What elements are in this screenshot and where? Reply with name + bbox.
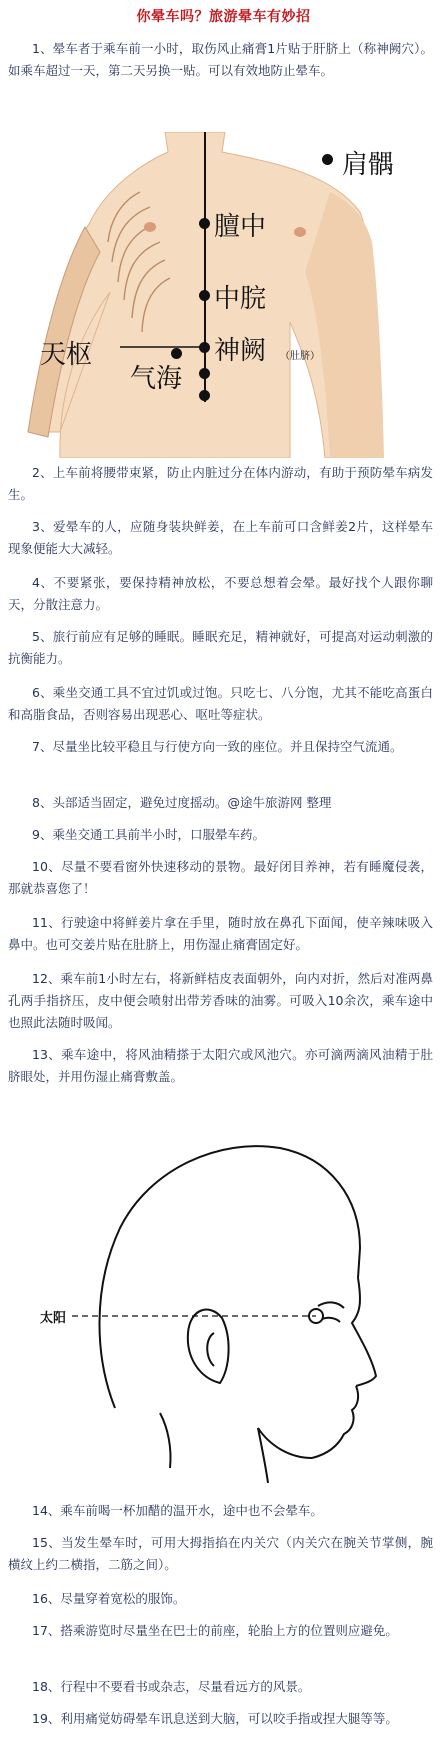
tip-13: 13、乘车途中，将风油精搽于太阳穴或风池穴。亦可滴两滴风油精于肚脐眼处，并用伤湿止痛膏敷盖。 (8, 1047, 433, 1084)
shenque-label: 神阙 (214, 336, 267, 366)
tip-10: 10、尽量不要看窗外快速移动的景物。最好闭目养神，若有睡魔侵袭，那就恭喜您了！ (8, 859, 433, 896)
tianshu-label: 天枢 (40, 340, 93, 370)
tip-8: 8、头部适当固定，避免过度摇动。@途牛旅游网 整理 (32, 795, 332, 810)
tip-6: 6、乘坐交通工具不宜过饥或过饱。只吃七、八分饱，尤其不能吃高蛋白和高脂食品，否则容易出现恶心、呕吐等症状。 (8, 685, 433, 722)
head-profile-figure (0, 1128, 447, 1483)
tip-14: 14、乘车前喝一杯加醋的温开水，途中也不会晕车。 (32, 1503, 323, 1518)
tip-1: 1、晕车者于乘车前一小时，取伤风止痛膏1片贴于肝脐上（称神阙穴）。如乘车超过一天，第二天另换一贴。可以有效地防止晕车。 (8, 41, 433, 78)
article-title: 你晕车吗？旅游晕车有妙招 (136, 9, 311, 25)
qihai-point (199, 368, 210, 379)
acupoint-body-figure (0, 132, 447, 458)
jianyu-point (322, 154, 333, 165)
tip-19: 19、利用痛觉妨碍晕车讯息送到大脑，可以咬手指或捏大腿等等。 (32, 1711, 398, 1726)
danzhong-label: 膻中 (214, 212, 267, 242)
tip-17: 17、搭乘游览时尽量坐在巴士的前座，轮胎上方的位置则应避免。 (32, 1623, 398, 1638)
shenque-point (199, 342, 210, 353)
tip-5: 5、旅行前应有足够的睡眠。睡眠充足，精神就好，可提高对运动刺激的抗衡能力。 (8, 629, 433, 666)
head-illustration (0, 1128, 447, 1483)
tip-4: 4、不要紧张，要保持精神放松，不要总想着会晕。最好找个人跟你聊天，分散注意力。 (8, 575, 433, 612)
tip-3: 3、爱晕车的人，应随身装块鲜姜，在上车前可口含鲜姜2片，这样晕车现象便能大大减轻。 (8, 519, 433, 556)
taiyang-label: 太阳 (40, 1311, 67, 1326)
tip-11: 11、行驶途中将鲜姜片拿在手里，随时放在鼻孔下面闻，使辛辣味吸入鼻中。也可交姜片贴在肚脐上，用伤湿止痛膏固定好。 (8, 915, 433, 952)
tip-7: 7、尽量坐比较平稳且与行使方向一致的座位。并且保持空气流通。 (32, 739, 403, 754)
tip-16: 16、尽量穿着宽松的服饰。 (32, 1591, 186, 1606)
tip-12: 12、乘车前1小时左右，将新鲜桔皮表面朝外，向内对折，然后对准两鼻孔两手指挤压，皮中便会喷射出带芳香味的油雾。可吸入10余次，乘车途中也照此法随时吸闻。 (8, 971, 433, 1030)
zhongwan-point (199, 290, 210, 301)
duqi-label: （肚脐） (280, 351, 320, 362)
jianyu-label: 肩髃 (342, 150, 395, 180)
guanyuan-point (199, 390, 210, 401)
zhongwan-label: 中脘 (214, 284, 267, 314)
tip-18: 18、行程中不要看书或杂志，尽量看远方的风景。 (32, 1679, 311, 1694)
tip-9: 9、乘坐交通工具前半小时，口服晕车药。 (32, 827, 265, 842)
tip-2: 2、上车前将腰带束紧，防止内脏过分在体内游动，有助于预防晕车病发生。 (8, 465, 433, 502)
qihai-label: 气海 (130, 364, 183, 394)
danzhong-point (199, 218, 210, 229)
tip-15: 15、当发生晕车时，可用大拇指掐在内关穴（内关穴在腕关节掌侧，腕横纹上约二横指，二筋之间）。 (8, 1535, 433, 1572)
